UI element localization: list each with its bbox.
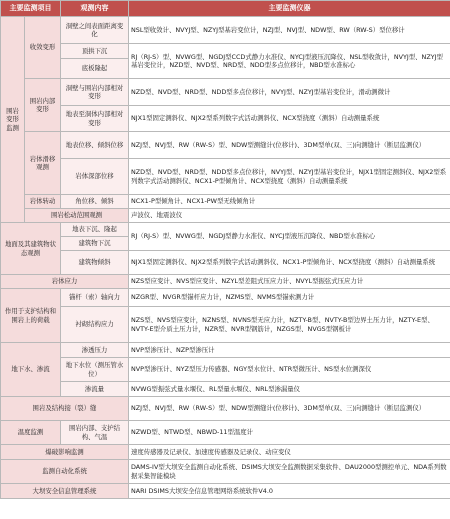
content-crown-settlement: 顶拱下沉	[61, 44, 129, 59]
content-groundwater-level: 地下水位（测压管水位）	[61, 358, 129, 382]
instruments-surface-displacement: NZJ型、NVJ型、RW（RW-S）型、NDW型测缝计(位移计)、3DM型单(双、三)向测缝计（断层监测仪）	[129, 132, 450, 159]
header-observation-content: 观测内容	[61, 1, 129, 17]
content-ground-settlement: 地表下沉、隆起	[61, 223, 129, 237]
instruments-relative-deformation: NZD型、NVD型、NRD型、NDD型多点位移计，NVYJ型、NZYJ型基岩变位计，滑动测微计	[129, 79, 450, 106]
item-temperature: 温度监测	[1, 421, 61, 445]
item-rock-deformation: 围岩变形监测	[1, 17, 25, 223]
header-main-instruments: 主要监测仪器	[129, 1, 450, 17]
content-lining-stress: 衬砌结构应力	[61, 307, 129, 343]
content-surface-displacement: 地表位移、倾斜位移	[61, 132, 129, 159]
instruments-blasting: 速度传感器及记录仪、加速度传感器及记录仪、动应变仪	[129, 445, 450, 460]
item-joints-cracks: 围岩及结构接（裂）缝	[1, 397, 129, 421]
item-support-loads: 作用于支护结构和围岩上的荷载	[1, 289, 61, 343]
instruments-rock-stress: NZS型应变计、NVS型应变计、NZYL型差阻式压应力计、NVYL型振弦式压应力计	[129, 275, 450, 289]
instruments-automation-system: DAMS-IV型大坝安全监测自动化系统、DSIMS大坝安全监测数据采集软件、DAU2000型测控单元、NDA系列数据采集智能模块	[129, 460, 450, 484]
instruments-lining-stress: NZS型、NVS型应变计，NZNS型、NVNS型无应力计，NZTY-B型、NVTY-B型边界土压力计，NZTY-E型、NVTY-E型介质土压力计，NZR型、NVR型钢筋计，NZGS型、NVGS型钢板计	[129, 307, 450, 343]
instruments-building-tilt: NJX1型固定测斜仪、NJX2型系列数字式活动测斜仪、NCX1-P型倾角计、NCX型挠度（测斜）自动测量系统	[129, 251, 450, 275]
instruments-anchor-force: NZGR型、NVGR型锚杆应力计，NZMS型、NVMS型锚索测力计	[129, 289, 450, 307]
instruments-seepage-pressure: NVP型渗压计、NZP型渗压计	[129, 343, 450, 358]
instruments-info-management: NARI DSIMS大坝安全信息管理网络系统软件V4.0	[129, 484, 450, 499]
instruments-temperature: NZWD型、NTWD型、NBWD-11型温度计	[129, 421, 450, 445]
content-seepage-flow: 渗流量	[61, 382, 129, 397]
instruments-seepage-flow: NVWG型振弦式量水堰仪、RL型量水堰仪、NRL型渗漏量仪	[129, 382, 450, 397]
content-floor-heave: 底板隆起	[61, 59, 129, 79]
content-relative-deformation: 洞壁与围岩内部相对变形	[61, 79, 129, 106]
item-ground-buildings: 地面及其建筑物状态观测	[1, 223, 61, 275]
content-anchor-force: 锚杆（索）轴向力	[61, 289, 129, 307]
content-wall-distance: 洞壁之间表面距离变化	[61, 17, 129, 44]
subitem-loosening-range: 围岩松动范围观测	[25, 209, 129, 223]
content-temperature: 围岩内部、支护结构、气温	[61, 421, 129, 445]
instruments-deep-displacement: NZD型、NVD型、NRD型、NDD型多点位移计，NVYJ型、NZYJ型基岩变位计，NJX1型固定测斜仪、NJX2型系列数字式活动测斜仪、NCX1-P型倾角计、NCX型挠度（测斜）自动测量系统	[129, 159, 450, 195]
instruments-loosening-range: 声波仪、地震波仪	[129, 209, 450, 223]
item-info-management: 大坝安全信息管理系统	[1, 484, 129, 499]
subitem-rock-slip: 岩体滑移观测	[25, 132, 61, 195]
instruments-angular-displacement: NCX1-P型倾角计、NCX1-PW型无线倾角计	[129, 195, 450, 209]
instruments-wall-distance: NSL型收敛计、NVYJ型、NZYJ型基岩变位计，NZJ型、NVJ型、NDW型、RW（RW-S）型位移计	[129, 17, 450, 44]
instruments-surface-to-inner: NJX1型固定测斜仪、NJX2型系列数字式活动测斜仪、NCX型挠度（测斜）自动测量系统	[129, 106, 450, 132]
subitem-rock-rotation: 岩体转动	[25, 195, 61, 209]
subitem-internal-deformation: 围岩内部变形	[25, 79, 61, 132]
content-building-tilt: 建筑物倾斜	[61, 251, 129, 275]
item-rock-stress: 岩体应力	[1, 275, 129, 289]
instruments-ground-settlement: RJ（RJ-S）型、NVWG型、NGDJ型静力水准仪、NYCJ型液压沉降仪、NBD型水准标心	[129, 223, 450, 251]
item-blasting: 爆破影响监测	[1, 445, 129, 460]
item-automation-system: 监测自动化系统	[1, 460, 129, 484]
item-groundwater-seepage: 地下水、渗流	[1, 343, 61, 397]
content-seepage-pressure: 渗透压力	[61, 343, 129, 358]
content-building-settlement: 建筑物下沉	[61, 237, 129, 251]
instruments-groundwater-level: NVP型渗压计、NYZ型压力传感器、NGY型水位计、NTR型微压计、NS型水位测深仪	[129, 358, 450, 382]
header-monitoring-item: 主要监测项目	[1, 1, 61, 17]
content-surface-to-inner: 地表至洞体内部相对变形	[61, 106, 129, 132]
content-deep-displacement: 岩体深部位移	[61, 159, 129, 195]
instruments-crown-floor: RJ（RJ-S）型、NVWG型、NGDJ型CCD式静力水准仪、NYCJ型液压沉降仪、NSL型收敛计，NVYJ型、NZYJ型基岩变位计，NZD型、NVD型、NRD型、NDD型多点位移计，NBD型水准标心	[129, 44, 450, 79]
subitem-convergence: 收敛变形	[25, 17, 61, 79]
instruments-joints-cracks: NZJ型、NVJ型、RW（RW-S）型、NDW型测缝计(位移计)、3DM型单(双、三)向测缝计（断层监测仪）	[129, 397, 450, 421]
content-angular-displacement: 角位移、倾斜	[61, 195, 129, 209]
